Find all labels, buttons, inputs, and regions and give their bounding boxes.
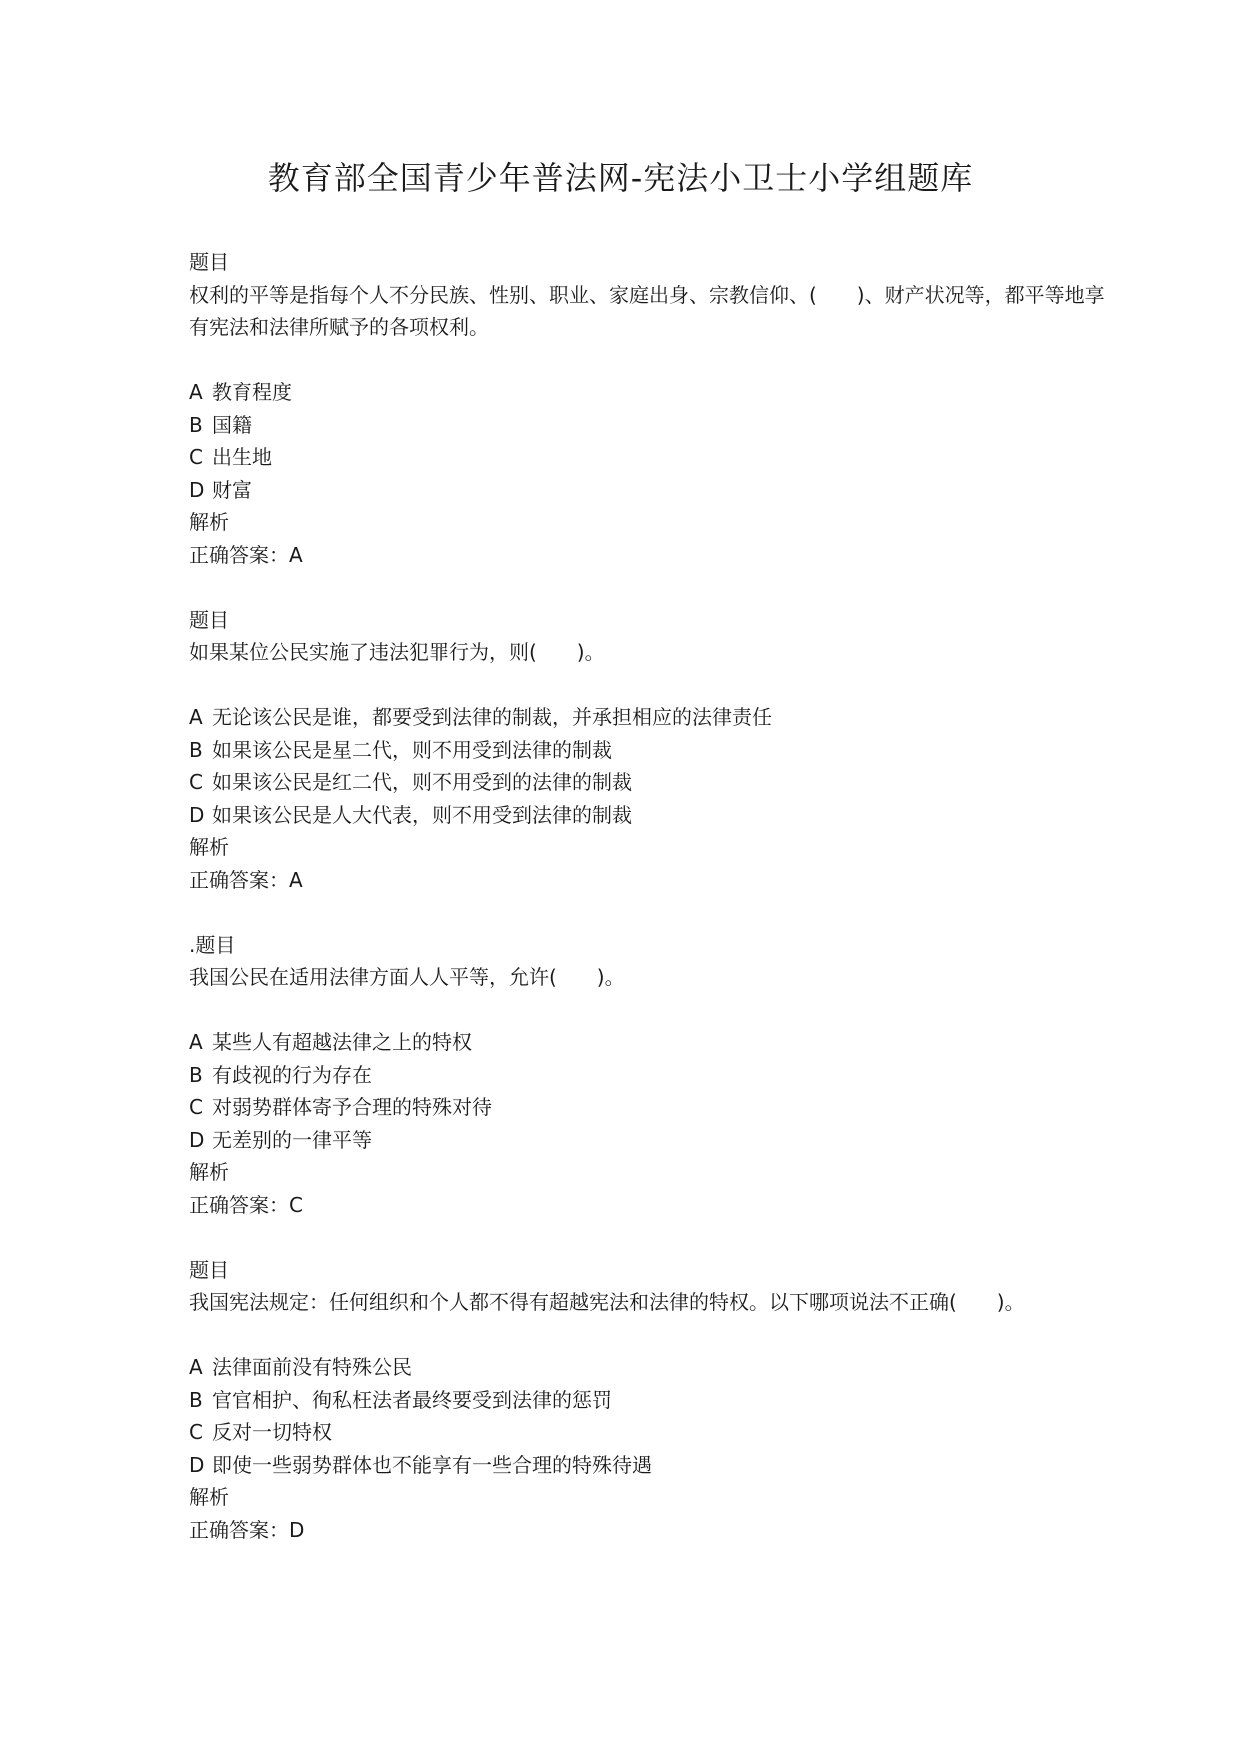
option-letter: B <box>189 1062 203 1087</box>
option-text: 如果该公民是红二代，则不用受到的法律的制裁 <box>212 770 632 794</box>
answer-prefix: 正确答案： <box>189 1192 289 1217</box>
option-b <box>189 1384 1109 1417</box>
option-text: 无差别的一律平等 <box>212 1127 372 1152</box>
option-a <box>189 701 1109 734</box>
option-letter: D <box>189 1452 205 1477</box>
question-item <box>189 929 1109 1222</box>
option-text: 即使一些弱势群体也不能享有一些合理的特殊待遇 <box>212 1452 652 1477</box>
answer-prefix: 正确答案： <box>189 542 289 567</box>
question-stem: 我国宪法规定：任何组织和个人都不得有超越宪法和法律的特权。以下哪项说法不正确( )。 <box>189 1290 1025 1314</box>
option-text: 法律面前没有特殊公民 <box>212 1355 412 1379</box>
option-letter: A <box>189 1030 203 1054</box>
option-c <box>189 441 1109 474</box>
analysis-label: 解析 <box>189 510 229 534</box>
option-text: 财富 <box>212 477 252 502</box>
question-item <box>189 246 1109 571</box>
correct-answer <box>189 539 1109 572</box>
answer-value: D <box>289 1517 305 1542</box>
option-b <box>189 734 1109 767</box>
option-letter: A <box>189 705 203 729</box>
option-letter: C <box>189 1420 203 1444</box>
answer-value: C <box>289 1192 303 1217</box>
option-letter: C <box>189 770 203 794</box>
answer-prefix: 正确答案： <box>189 867 289 892</box>
option-text: 无论该公民是谁，都要受到法律的制裁，并承担相应的法律责任 <box>212 705 772 729</box>
option-letter: D <box>189 477 205 502</box>
option-letter: A <box>189 1355 203 1379</box>
answer-value: A <box>289 542 303 567</box>
option-letter: C <box>189 445 203 469</box>
analysis-label: 解析 <box>189 1160 229 1184</box>
option-letter: B <box>189 737 203 762</box>
correct-answer <box>189 1189 1109 1222</box>
analysis-label: 解析 <box>189 1485 229 1509</box>
question-item <box>189 604 1109 897</box>
question-stem: 我国公民在适用法律方面人人平等，允许( )。 <box>189 965 625 989</box>
correct-answer <box>189 864 1109 897</box>
option-letter: D <box>189 802 205 827</box>
option-text: 反对一切特权 <box>212 1420 332 1444</box>
option-d <box>189 1124 1109 1157</box>
question-list <box>189 246 1109 1579</box>
option-b <box>189 1059 1109 1092</box>
question-stem: 权利的平等是指每个人不分民族、性别、职业、家庭出身、宗教信仰、( )、财产状况等，都平等地享有宪法和法律所赋予的各项权利。 <box>189 282 1105 339</box>
question-label: 题目 <box>189 1257 229 1282</box>
option-text: 某些人有超越法律之上的特权 <box>212 1030 472 1054</box>
option-text: 教育程度 <box>212 380 292 404</box>
document-title: 教育部全国青少年普法网-宪法小卫士小学组题库 <box>267 159 974 197</box>
option-a <box>189 376 1109 409</box>
option-text: 国籍 <box>212 412 252 437</box>
correct-answer <box>189 1514 1109 1547</box>
question-item <box>189 1254 1109 1547</box>
answer-prefix: 正确答案： <box>189 1517 289 1542</box>
option-text: 对弱势群体寄予合理的特殊对待 <box>212 1095 492 1119</box>
question-label: .题目 <box>189 932 236 957</box>
option-letter: A <box>189 380 203 404</box>
option-letter: B <box>189 412 203 437</box>
option-text: 如果该公民是星二代，则不用受到法律的制裁 <box>212 737 612 762</box>
option-b <box>189 409 1109 442</box>
option-d <box>189 1449 1109 1482</box>
option-c <box>189 766 1109 799</box>
option-text: 官官相护、徇私枉法者最终要受到法律的惩罚 <box>212 1387 612 1412</box>
option-letter: D <box>189 1127 205 1152</box>
answer-value: A <box>289 867 303 892</box>
question-label: 题目 <box>189 250 229 274</box>
question-stem: 如果某位公民实施了违法犯罪行为，则( )。 <box>189 640 605 664</box>
option-text: 有歧视的行为存在 <box>212 1062 372 1087</box>
option-letter: B <box>189 1387 203 1412</box>
option-a <box>189 1351 1109 1384</box>
option-c <box>189 1091 1109 1124</box>
question-label: 题目 <box>189 607 229 632</box>
option-letter: C <box>189 1095 203 1119</box>
option-text: 如果该公民是人大代表，则不用受到法律的制裁 <box>212 802 632 827</box>
option-c <box>189 1416 1109 1449</box>
option-text: 出生地 <box>212 445 272 469</box>
option-d <box>189 799 1109 832</box>
option-d <box>189 474 1109 507</box>
analysis-label: 解析 <box>189 835 229 859</box>
option-a <box>189 1026 1109 1059</box>
